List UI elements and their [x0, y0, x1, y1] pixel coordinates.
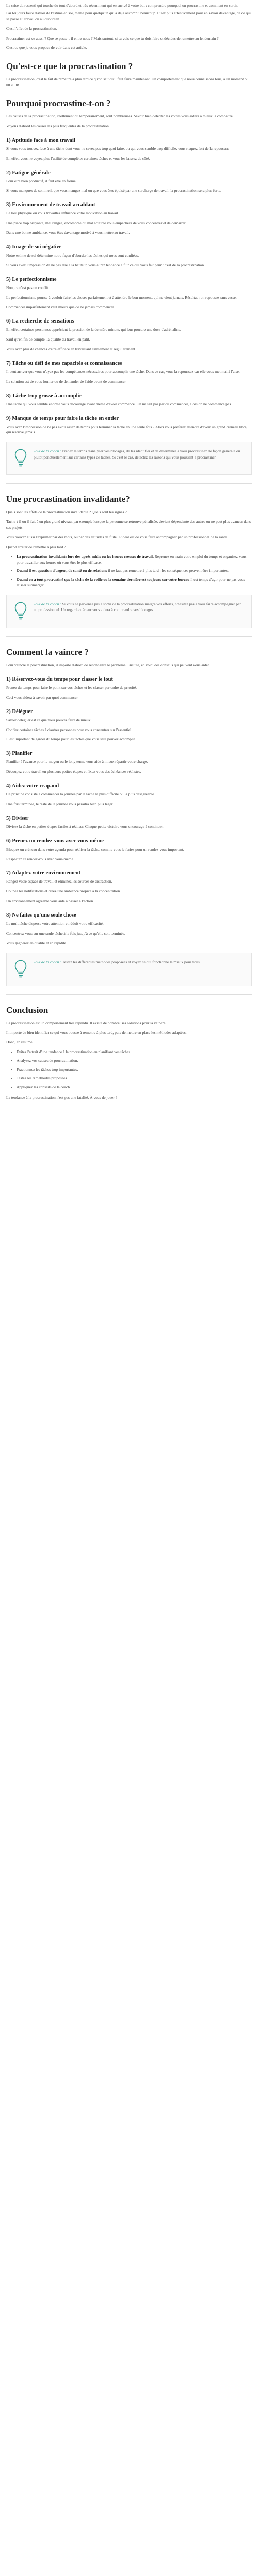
paragraph: La procrastination, c'est le fait de remettre à plus tard ce qu'on sait qu'il faut faire maintenant. Un comportement que nous connaissons tous, à un moment ou un autre. [6, 77, 249, 88]
subheading: 2) Fatigue générale [6, 170, 51, 176]
list-item-bold: Quand on a tout procrastiné que la tâche de la veille ou la semaine dernière est toujours sur votre bureau [17, 577, 190, 582]
subheading: 5) Le perfectionnisme [6, 276, 57, 282]
intro-paragraph: Par toujours faute d'avoir de l'estime en soi, même pour quelqu'un qui a déjà accompli beaucoup. Lisez plus attentivement pour en savoir davantage, de ce qui se passe au travail ou au quotidien. [6, 10, 251, 21]
lightbulb-icon [14, 601, 27, 621]
paragraph: Une pièce trop bruyante, mal rangée, encombrée ou mal éclairée vous empêchera de vous concentrer et de démarrer. [6, 221, 186, 226]
paragraph: Vous avez plus de chances d'être efficace en travaillant calmement et régulièrement. [6, 347, 136, 351]
paragraph: Vous avez l'impression de ne pas avoir assez de temps pour terminer la tâche en une seule fois ? Alors vous préférez attendre d'avoir un grand créneau libre, qui n'arrive jamais. [6, 424, 248, 435]
paragraph: Tache-t-il ou-il fait à un plus grand niveau, par exemple lorsque la personne se retrouve pénalisée, devient dépendante des autres ou ne peut plus avancer dans ses projets. [6, 519, 251, 530]
divider [6, 994, 252, 995]
paragraph: La tendance à la procrastination n'est pas une fatalité. À vous de jouer ! [6, 1095, 117, 1100]
paragraph: Sauf qu'en fin de compte, la qualité du travail en pâtit. [6, 337, 90, 342]
paragraph: Rangez votre espace de travail et éliminez les sources de distraction. [6, 879, 112, 884]
paragraph: La procrastination est un comportement très répandu. Il existe de nombreuses solutions pour la vaincre. [6, 1020, 167, 1025]
paragraph: En effet, vous ne voyez plus l'utilité de compléter certaines tâches et vous les laissez de côté. [6, 156, 150, 161]
paragraph: Si vous vous trouvez face à une tâche dont vous ne savez pas trop quoi faire, ou qui vous semble trop difficile, vous risquez fort de la repousser. [6, 146, 229, 151]
coach-tip-body: Si vous ne parvenez pas à sortir de la procrastination malgré vos efforts, n'hésitez pas à vous faire accompagner par un professionnel. Un regard extérieur vous aidera à comprendre vos blocages. [34, 602, 241, 613]
subheading: 1) Réservez-vous du temps pour classer le tout [6, 676, 113, 682]
subheading: 4) Aidez votre crapaud [6, 783, 59, 789]
subheading: 9) Manque de temps pour faire la tâche en entier [6, 415, 119, 421]
paragraph: Ce principe consiste à commencer la journée par la tâche la plus difficile ou la plus désagréable. [6, 792, 155, 796]
subheading: 5) Diviser [6, 815, 29, 821]
paragraph: Le multitâche disperse votre attention et réduit votre efficacité. [6, 921, 104, 926]
paragraph: Donc, en résumé : [6, 1040, 35, 1045]
subheading: 1) Aptitude face à mon travail [6, 137, 75, 143]
subheading: 6) La recherche de sensations [6, 318, 74, 325]
intro-paragraph: C'est l'effet de la procrastination. [6, 26, 57, 31]
coach-tip-lead: Tout de la coach : [34, 602, 61, 606]
paragraph: Si vous avez l'impression de ne pas être à la hauteur, vous aurez tendance à fuir ce qui vous fait peur : c'est de la procrastination. [6, 262, 205, 267]
coach-tip-lead: Tout de la coach : [34, 449, 61, 454]
article [0, 3, 258, 1110]
intro-line: La crise du ressenti qui touche du tout d'abord et très récemment qui est arrivé à votre but : comprendre pourquoi on procrastine et comment en sortir. [6, 3, 238, 8]
coach-tip-lead: Tout de la coach : [34, 959, 61, 964]
paragraph: Pour vaincre la procrastination, il importe d'abord de reconnaître le problème. Ensuite, en voici des conseils qui peuvent vous aider. [6, 663, 210, 667]
list-item-text: il est temps d'agir pour ne pas vous laisser submerger. [17, 577, 245, 588]
paragraph: Commencer imparfaitement vaut mieux que de ne jamais commencer. [6, 304, 115, 310]
list-item-bold: Quand il est question d'argent, de santé ou de relations [17, 568, 107, 573]
list-item-text: il ne faut pas remettre à plus tard : les conséquences peuvent être importantes. [108, 568, 229, 573]
divider [6, 483, 252, 484]
coach-tip-body: Prenez le temps d'analyser vos blocages, de les identifier et de déterminer à vous procrastinez de façon générale ou plutôt ponctuellement sur certains types de tâches. Si c'est le cas, détectez les raisons qui vous poussent à procrastiner. [34, 449, 240, 460]
coach-tip-text [34, 959, 201, 965]
section-heading: Conclusion [6, 1005, 49, 1015]
paragraph: Vous pouvez aussi l'exprimer par des mots, ou par des attitudes de fuite. L'idéal est de vous faire accompagner par un professionnel de la santé. [6, 534, 228, 539]
paragraph: Quand arrêter de remettre à plus tard ? [6, 544, 66, 549]
paragraph: Il peut arriver que vous n'ayez pas les compétences nécessaires pour accomplir une tâche. Dans ce cas, vous la repoussez car elle vous met mal à l'aise. [6, 369, 240, 374]
paragraph: Le perfectionnisme pousse à vouloir faire les choses parfaitement et à attendre le bon moment, qui ne vient jamais. Résultat : on repousse sans cesse. [6, 295, 237, 300]
paragraph: Bloquez un créneau dans votre agenda pour réaliser la tâche, comme vous le feriez pour un rendez-vous important. [6, 846, 184, 852]
paragraph: Un environnement agréable vous aide à passer à l'action. [6, 899, 94, 904]
list-item: • Fractionnez les tâches trop importantes. [17, 1067, 252, 1073]
section-heading: Qu'est-ce que la procrastination ? [6, 61, 133, 72]
list-item: • Appliquez les conseils de la coach. [17, 1084, 252, 1090]
section-heading: Comment la vaincre ? [6, 647, 89, 657]
list-item-bold: La procrastination invalidante lors des aprés-midis ou les heures creuses de travail. [17, 554, 154, 559]
list-item [17, 577, 252, 588]
paragraph: Planifier à l'avance pour le moyen ou le long terme vous aide à mieux répartir votre charge. [6, 759, 148, 765]
list-item-text: Reprenez en main votre emploi du temps et organisez-vous pour travailler aux heures où vous êtes le plus efficace. [17, 554, 247, 565]
list-item: • Évitez l'attrait d'une tendance à la procrastination en planifiant vos tâches. [17, 1049, 252, 1055]
paragraph: Coupez les notifications et créez une ambiance propice à la concentration. [6, 889, 121, 894]
subheading: 2) Déléguer [6, 708, 33, 715]
coach-tip-text [34, 601, 244, 613]
bullet-list [6, 1049, 252, 1090]
list-item: • Testez les 8 méthodes proposées. [17, 1076, 252, 1081]
paragraph: Pour être bien productif, il faut être en forme. [6, 178, 77, 183]
paragraph: Voyons d'abord les causes les plus fréquentes de la procrastination. [6, 123, 110, 128]
paragraph: Si vous manquez de sommeil, que vous mangez mal ou que vous êtes épuisé par une surcharge de travail, la procrastination sera plus forte. [6, 188, 221, 193]
paragraph: Il importe de bien identifier ce qui vous pousse à remettre à plus tard, puis de mettre en place les méthodes adaptées. [6, 1030, 187, 1035]
paragraph: Vous gagnerez en qualité et en rapidité. [6, 940, 67, 945]
list-item [17, 554, 252, 566]
subheading: 7) Tâche ou défi de mes capacités et connaissances [6, 360, 122, 366]
list-item: • Analysez vos causes de procrastination. [17, 1058, 252, 1064]
subheading: 6) Prenez un rendez-vous avec vous-même [6, 838, 104, 844]
intro-paragraph: Procrastiner est-ce aussi ? Que se passe-t-il entre nous ? Mais surtout, si tu vois ce que tu dois faire et décides de remettre au lendemain ? [6, 36, 219, 41]
subheading: 4) Image de soi négative [6, 244, 62, 250]
coach-tip-box [6, 953, 252, 986]
paragraph: Une tâche qui vous semble énorme vous décourage avant même d'avoir commencé. On ne sait pas par où commencer, alors on ne commence pas. [6, 401, 232, 406]
coach-tip-body: Testez les différentes méthodes proposées et voyez ce qui fonctionne le mieux pour vous. [62, 959, 201, 964]
divider [6, 636, 252, 637]
intro-paragraph: C'est ce que je vous propose de voir dans cet article. [6, 45, 87, 50]
paragraph: Dans une bonne ambiance, vous êtes davantage motivé à vous mettre au travail. [6, 230, 130, 235]
paragraph: Quels sont les effets de la procrastination invalidante ? Quels sont les signes ? [6, 510, 127, 515]
paragraph: Les causes de la procrastination, réellement ou temporairement, sont nombreuses. Savoir bien détecter les vôtres vous aidera à mieux la combattre. [6, 114, 234, 118]
paragraph: Le lieu physique où vous travaillez influence votre motivation au travail. [6, 211, 119, 216]
paragraph: Confiez certaines tâches à d'autres personnes pour vous concentrer sur l'essentiel. [6, 727, 133, 732]
paragraph: La solution est de vous former ou de demander de l'aide avant de commencer. [6, 379, 127, 384]
lightbulb-icon [14, 448, 27, 468]
paragraph: Concentrez-vous sur une seule tâche à la fois jusqu'à ce qu'elle soit terminée. [6, 930, 125, 936]
paragraph: En effet, certaines personnes apprécient la pression de la dernière minute, qui leur procure une dose d'adrénaline. [6, 327, 181, 332]
paragraph: Découpez votre travail en plusieurs petites étapes et fixez-vous des échéances réalistes. [6, 769, 141, 774]
subheading: 8) Tâche trop grosse à accomplir [6, 393, 82, 399]
bullet-list [6, 554, 252, 588]
paragraph: Il est important de garder du temps pour les tâches que vous seul pouvez accomplir. [6, 737, 136, 742]
coach-tip-text [34, 448, 244, 460]
subheading: 3) Environnement de travail accablant [6, 202, 95, 208]
coach-tip-box [6, 442, 252, 475]
paragraph: Non, ce n'est pas un conflit. [6, 285, 50, 290]
lightbulb-icon [14, 959, 27, 979]
subheading: 3) Planifier [6, 751, 33, 757]
paragraph: Prenez du temps pour faire le point sur vos tâches et les classer par ordre de priorité. [6, 685, 137, 690]
section-heading: Pourquoi procrastine-t-on ? [6, 98, 111, 108]
paragraph: Notre estime de soi détermine notre façon d'aborder les tâches qui nous sont confiées. [6, 252, 139, 258]
subheading: 7) Adaptez votre environnement [6, 870, 80, 876]
paragraph: Ceci vous aidera à savoir par quoi commencer. [6, 694, 79, 700]
paragraph: Une fois terminée, le reste de la journée vous paraîtra bien plus léger. [6, 801, 114, 806]
subheading: 8) Ne faites qu'une seule chose [6, 912, 76, 918]
section-heading: Une procrastination invalidante? [6, 494, 130, 504]
paragraph: Respectez ce rendez-vous avec vous-même. [6, 856, 74, 861]
paragraph: Divisez la tâche en petites étapes faciles à réaliser. Chaque petite victoire vous encourage à continuer. [6, 824, 164, 829]
list-item [17, 568, 252, 574]
coach-tip-box [6, 595, 252, 628]
paragraph: Savoir déléguer est ce que vous pouvez faire de mieux. [6, 717, 92, 722]
